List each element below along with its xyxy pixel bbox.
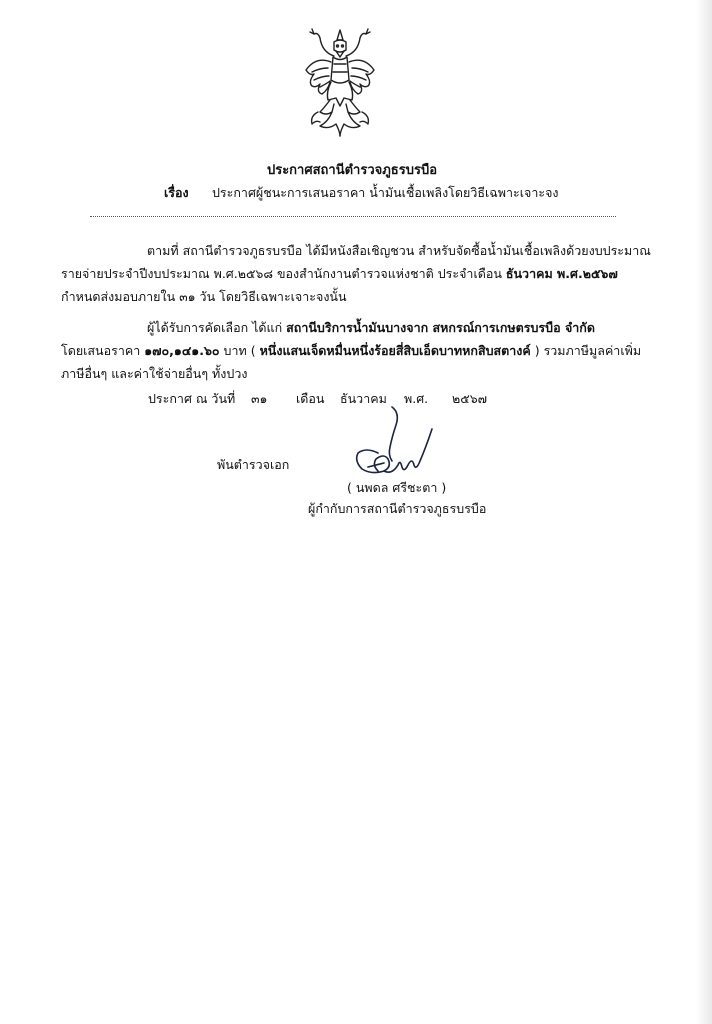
paragraph-winner [61,316,643,385]
date-month-label: เดือน [296,391,325,406]
paragraph-1-line-3: กำหนดส่งมอบภายใน ๓๑ วัน โดยวิธีเฉพาะเจาะจงนั้น [61,289,347,304]
price-suffix: ) รวมภาษีมูลค่าเพิ่ม [530,343,642,358]
budget-year-text: รายจ่ายประจำปีงบประมาณ พ.ศ.๒๕๖๘ ของสำนักงานตำรวจแห่งชาติ ประจำเดือน [61,266,506,281]
date-month: ธันวาคม [340,391,387,406]
date-day: ๓๑ [251,391,268,406]
date-year: ๒๕๖๗ [452,391,488,406]
price-amount: ๑๗๐,๑๔๑.๖๐ [144,343,220,358]
subject-label: เรื่อง [164,185,189,200]
selected-vendor-name: สถานีบริการน้ำมันบางจาก สหกรณ์การเกษตรบรบือ จำกัด [286,320,595,335]
subject-text: ประกาศผู้ชนะการเสนอราคา น้ำมันเชื้อเพลิงโดยวิธีเฉพาะเจาะจง [212,185,559,200]
date-year-label: พ.ศ. [404,391,429,406]
page-right-edge-shadow [696,0,712,1024]
paragraph-invitation [61,239,651,308]
handwritten-signature [348,403,440,483]
signatory-position: ผู้กำกับการสถานีตำรวจภูธรบรบือ [308,501,487,516]
signatory-rank: พันตำรวจเอก [217,457,290,472]
selected-vendor-prefix: ผู้ได้รับการคัดเลือก ได้แก่ [147,320,287,335]
paragraph-1-line-1: ตามที่ สถานีตำรวจภูธรบรบือ ได้มีหนังสือเชิญชวน สำหรับจัดซื้อน้ำมันเชื้อเพลิงด้วยงบประมาณ [147,243,651,258]
document-title: ประกาศสถานีตำรวจภูธรบรบือ [266,163,438,178]
budget-month-bold: ธันวาคม พ.ศ.๒๕๖๗ [505,266,618,281]
signatory-name: ( นพดล ศรีชะตา ) [347,480,447,495]
price-unit: บาท ( [219,343,260,358]
paragraph-2-line-1 [61,316,643,339]
price-prefix: โดยเสนอราคา [61,343,145,358]
date-label: ประกาศ ณ วันที่ [148,391,236,406]
paragraph-1-line-2 [61,262,643,285]
paragraph-2-line-2 [61,339,643,362]
dotted-divider [90,216,616,217]
price-in-words: หนึ่งแสนเจ็ดหมื่นหนึ่งร้อยสี่สิบเอ็ดบาทหกสิบสตางค์ [259,343,531,358]
garuda-emblem-icon [300,26,380,138]
paragraph-2-line-3: ภาษีอื่นๆ และค่าใช้จ่ายอื่นๆ ทั้งปวง [61,366,248,381]
